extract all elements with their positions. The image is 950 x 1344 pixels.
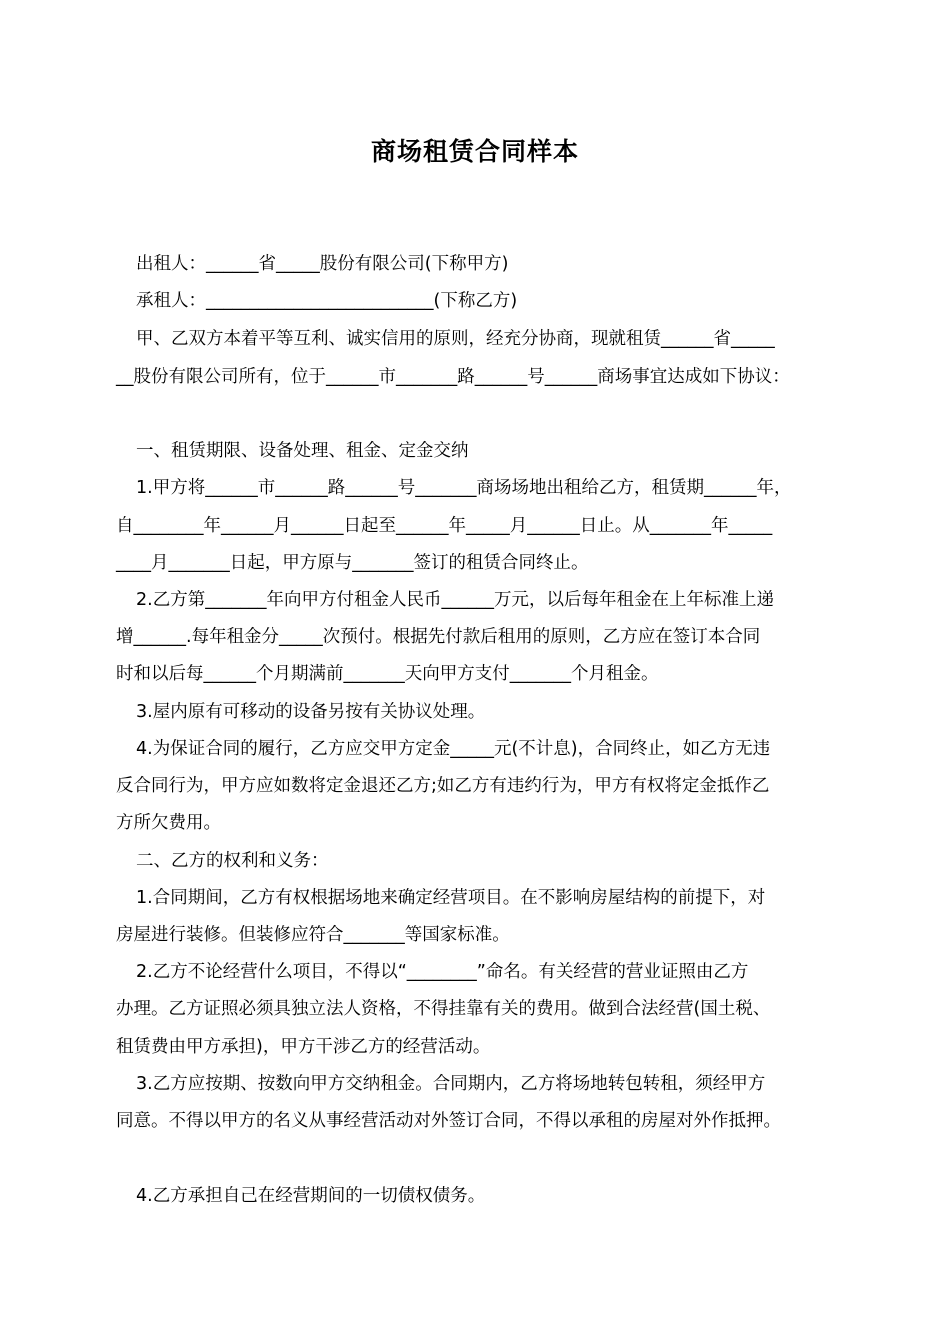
- paragraph-line: 甲、乙双方本着平等互利、诚实信用的原则，经充分协商，现就租赁______省_____: [136, 329, 775, 349]
- paragraph-line: 方所欠费用。: [116, 813, 221, 833]
- paragraph-line: 1.甲方将______市______路______号_______商场场地出租给乙方，租赁期______年，: [136, 478, 792, 498]
- paragraph-line: ____月_______日起，甲方原与_______签订的租赁合同终止。: [116, 553, 589, 573]
- paragraph-line: __股份有限公司所有，位于______市_______路______号______商场事宜达成如下协议：: [116, 367, 790, 387]
- paragraph-line: 2.乙方不论经营什么项目，不得以“________”命名。有关经营的营业证照由乙方: [136, 962, 749, 982]
- paragraph-line: 反合同行为，甲方应如数将定金退还乙方;如乙方有违约行为，甲方有权将定金抵作乙: [116, 776, 770, 796]
- paragraph-line: 出租人：______省_____股份有限公司(下称甲方): [136, 254, 509, 274]
- paragraph-line: 时和以后每______个月期满前_______天向甲方支付_______个月租金。: [116, 664, 659, 684]
- paragraph-line: 增______.每年租金分_____次预付。根据先付款后租用的原则，乙方应在签订本合同: [116, 627, 761, 647]
- section-heading: 二、乙方的权利和义务：: [136, 851, 329, 871]
- paragraph-line: 4.为保证合同的履行，乙方应交甲方定金_____元(不计息)，合同终止，如乙方无违: [136, 739, 771, 759]
- paragraph-line: 租赁费由甲方承担)，甲方干涉乙方的经营活动。: [116, 1037, 491, 1057]
- paragraph-line: 1.合同期间，乙方有权根据场地来确定经营项目。在不影响房屋结构的前提下，对: [136, 888, 766, 908]
- paragraph-line: 房屋进行装修。但装修应符合_______等国家标准。: [116, 925, 510, 945]
- paragraph-line: 2.乙方第_______年向甲方付租金人民币______万元，以后每年租金在上年标准上递: [136, 590, 774, 610]
- document-title: 商场租赁合同样本: [370, 137, 579, 166]
- paragraph-line: 同意。不得以甲方的名义从事经营活动对外签订合同，不得以承租的房屋对外作抵押。: [116, 1111, 781, 1131]
- paragraph-line: 办理。乙方证照必须具独立法人资格，不得挂靠有关的费用。做到合法经营(国土税、: [116, 999, 771, 1019]
- paragraph-line: 自________年______月______日起至______年_____月______日止。从_______年_____: [116, 516, 773, 536]
- section-heading: 一、租赁期限、设备处理、租金、定金交纳: [136, 441, 469, 461]
- paragraph-line: 承租人：__________________________(下称乙方): [136, 291, 518, 311]
- paragraph-line: 3.屋内原有可移动的设备另按有关协议处理。: [136, 702, 486, 722]
- paragraph-line: 3.乙方应按期、按数向甲方交纳租金。合同期内，乙方将场地转包转租，须经甲方: [136, 1074, 766, 1094]
- paragraph-line: 4.乙方承担自己在经营期间的一切债权债务。: [136, 1186, 486, 1206]
